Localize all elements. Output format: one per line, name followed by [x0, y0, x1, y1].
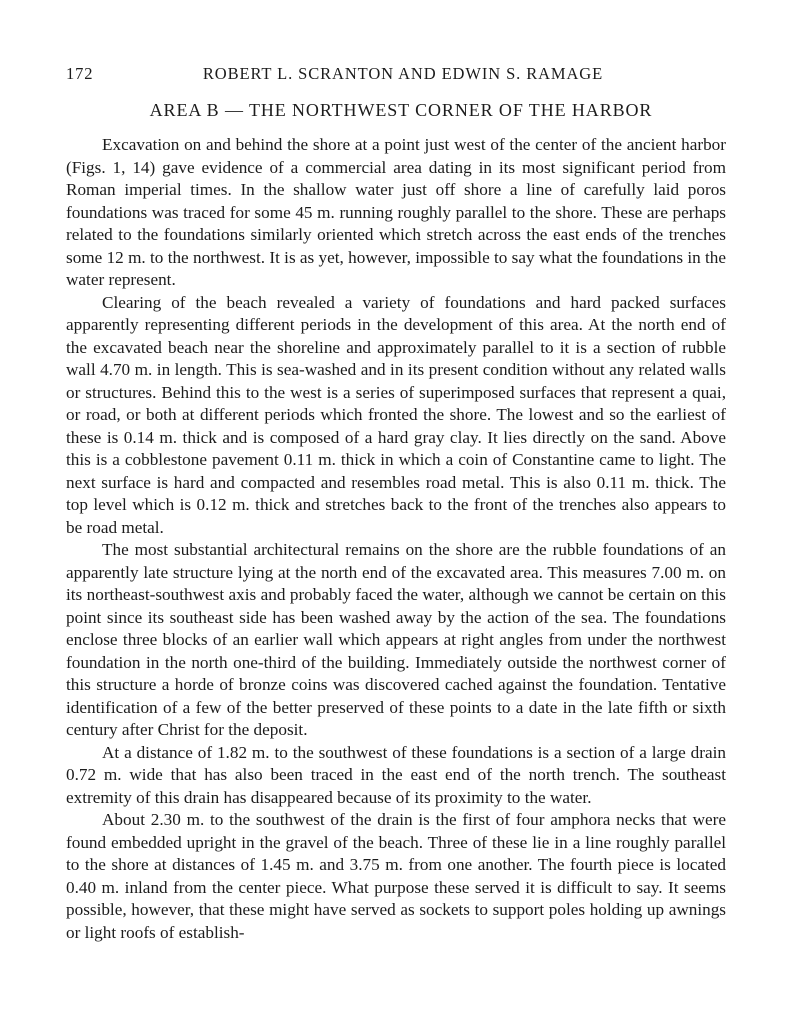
running-head — [66, 64, 726, 88]
paragraph: Excavation on and behind the shore at a point just west of the center of the ancient harbor (Figs. 1, 14) gave evidence of a commercial area dating in its most significant period from Roman imperial times. In the shallow water just off shore a line of carefully laid poros foundations was traced for some 45 m. running roughly parallel to the shore. These are perhaps related to the foundations similarly oriented which stretch across the east ends of the trenches some 12 m. to the northwest. It is as yet, however, impossible to say what the foundations in the water represent. — [66, 135, 726, 289]
paragraph: About 2.30 m. to the southwest of the drain is the first of four amphora necks that were found embedded upright in the gravel of the beach. Three of these lie in a line roughly parallel to the shore at distances of 1.45 m. and 3.75 m. from one another. The fourth piece is located 0.40 m. inland from the center piece. What purpose these served it is difficult to say. It seems possible, however, that these might have served as sockets to support poles holding up awnings or light roofs of establish- — [66, 810, 726, 942]
body-text — [66, 134, 726, 944]
section-heading: AREA B — THE NORTHWEST CORNER OF THE HARBOR — [149, 100, 653, 120]
running-title: ROBERT L. SCRANTON AND EDWIN S. RAMAGE — [202, 64, 604, 83]
page-number: 172 — [66, 64, 94, 83]
paragraph: Clearing of the beach revealed a variety of foundations and hard packed surfaces apparently representing different periods in the development of this area. At the north end of the excavated beach near the shoreline and approximately parallel to it is a section of rubble wall 4.70 m. in length. This is sea-washed and in its present condition without any related walls or structures. Behind this to the west is a series of superimposed surfaces that represent a quai, or road, or both at different periods which fronted the shore. The lowest and so the earliest of these is 0.14 m. thick and is composed of a hard gray clay. It lies directly on the sand. Above this is a cobblestone pavement 0.11 m. thick in which a coin of Constantine came to light. The next surface is hard and compacted and resembles road metal. This is also 0.11 m. thick. The top level which is 0.12 m. thick and stretches back to the front of the trenches also appears to be road metal. — [66, 292, 726, 537]
paragraph: The most substantial architectural remains on the shore are the rubble foundations of an apparently late structure lying at the north end of the excavated area. This measures 7.00 m. on its northeast-southwest axis and probably faced the water, although we cannot be certain on this point since its southeast side has been washed away by the action of the sea. The foundations enclose three blocks of an earlier wall which appears at right angles from under the northwest foundation in the north one-third of the building. Immediately outside the northwest corner of this structure a horde of bronze coins was discovered cached against the foundation. Tentative identification of a few of the better preserved of these points to a date in the late fifth or sixth century after Christ for the deposit. — [66, 540, 726, 739]
paragraph: At a distance of 1.82 m. to the southwest of these foundations is a section of a large drain 0.72 m. wide that has also been traced in the east end of the north trench. The southeast extremity of this drain has disappeared because of its proximity to the water. — [66, 742, 726, 807]
page — [66, 0, 726, 1024]
